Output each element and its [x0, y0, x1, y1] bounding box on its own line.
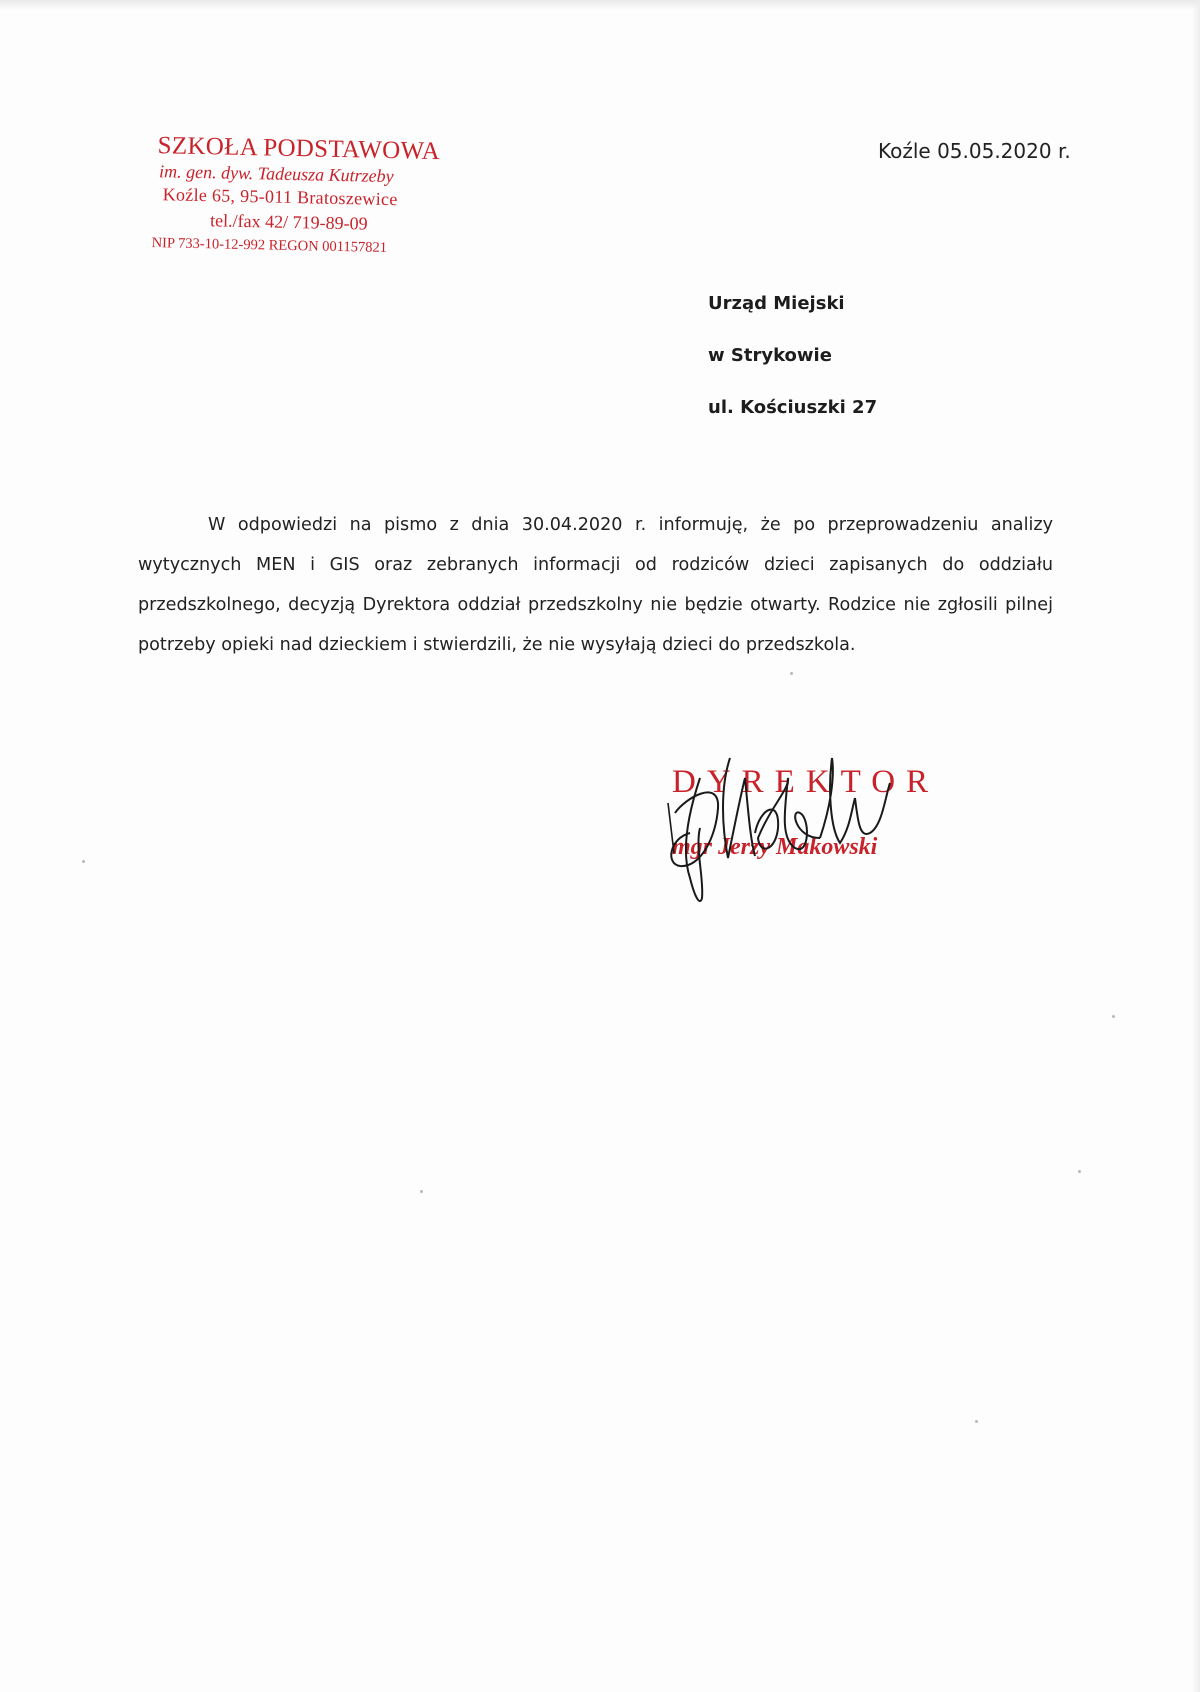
- scan-speck: [1078, 1170, 1081, 1173]
- stamp-address: Koźle 65, 95-011 Bratoszewice: [162, 184, 398, 210]
- school-stamp: [147, 132, 470, 262]
- stamp-patron: im. gen. dyw. Tadeusza Kutrzeby: [158, 161, 394, 187]
- recipient-line: ul. Kościuszki 27: [708, 397, 878, 418]
- scan-speck: [82, 860, 85, 863]
- scan-speck: [420, 1190, 423, 1193]
- scan-speck: [975, 1420, 978, 1423]
- stamp-tax-ids: NIP 733-10-12-992 REGON 001157821: [151, 235, 388, 256]
- scan-top-edge: [0, 0, 1200, 10]
- signature-name-stamp: mgr Jerzy Makowski: [672, 834, 878, 860]
- recipient-line: w Strykowie: [708, 345, 832, 366]
- letter-date: Koźle 05.05.2020 r.: [878, 139, 1071, 163]
- stamp-school-name: SZKOŁA PODSTAWOWA: [157, 132, 441, 166]
- recipient-block: [708, 292, 877, 448]
- stamp-phone: tel./fax 42/ 719-89-09: [209, 210, 368, 234]
- scan-speck: [1112, 1015, 1115, 1018]
- letter-body: W odpowiedzi na pismo z dnia 30.04.2020 r. informuję, że po przeprowadzeniu analizy wytycznych MEN i GIS oraz zebranych informacji od rodziców dzieci zapisanych do oddziału przedszkolnego, decyzją Dyrektora oddział przedszkolny nie będzie otwarty. Rodzice nie zgłosili pilnej potrzeby opieki nad dzieckiem i stwierdzili, że nie wysyłają dzieci do przedszkola.: [138, 515, 1053, 655]
- signature-block: [660, 738, 960, 908]
- scan-speck: [790, 672, 793, 675]
- recipient-line: Urząd Miejski: [708, 293, 845, 314]
- signature-title-stamp: DYREKTOR: [672, 764, 940, 800]
- handwritten-signature: [660, 738, 920, 908]
- scan-right-edge: [1192, 0, 1200, 1692]
